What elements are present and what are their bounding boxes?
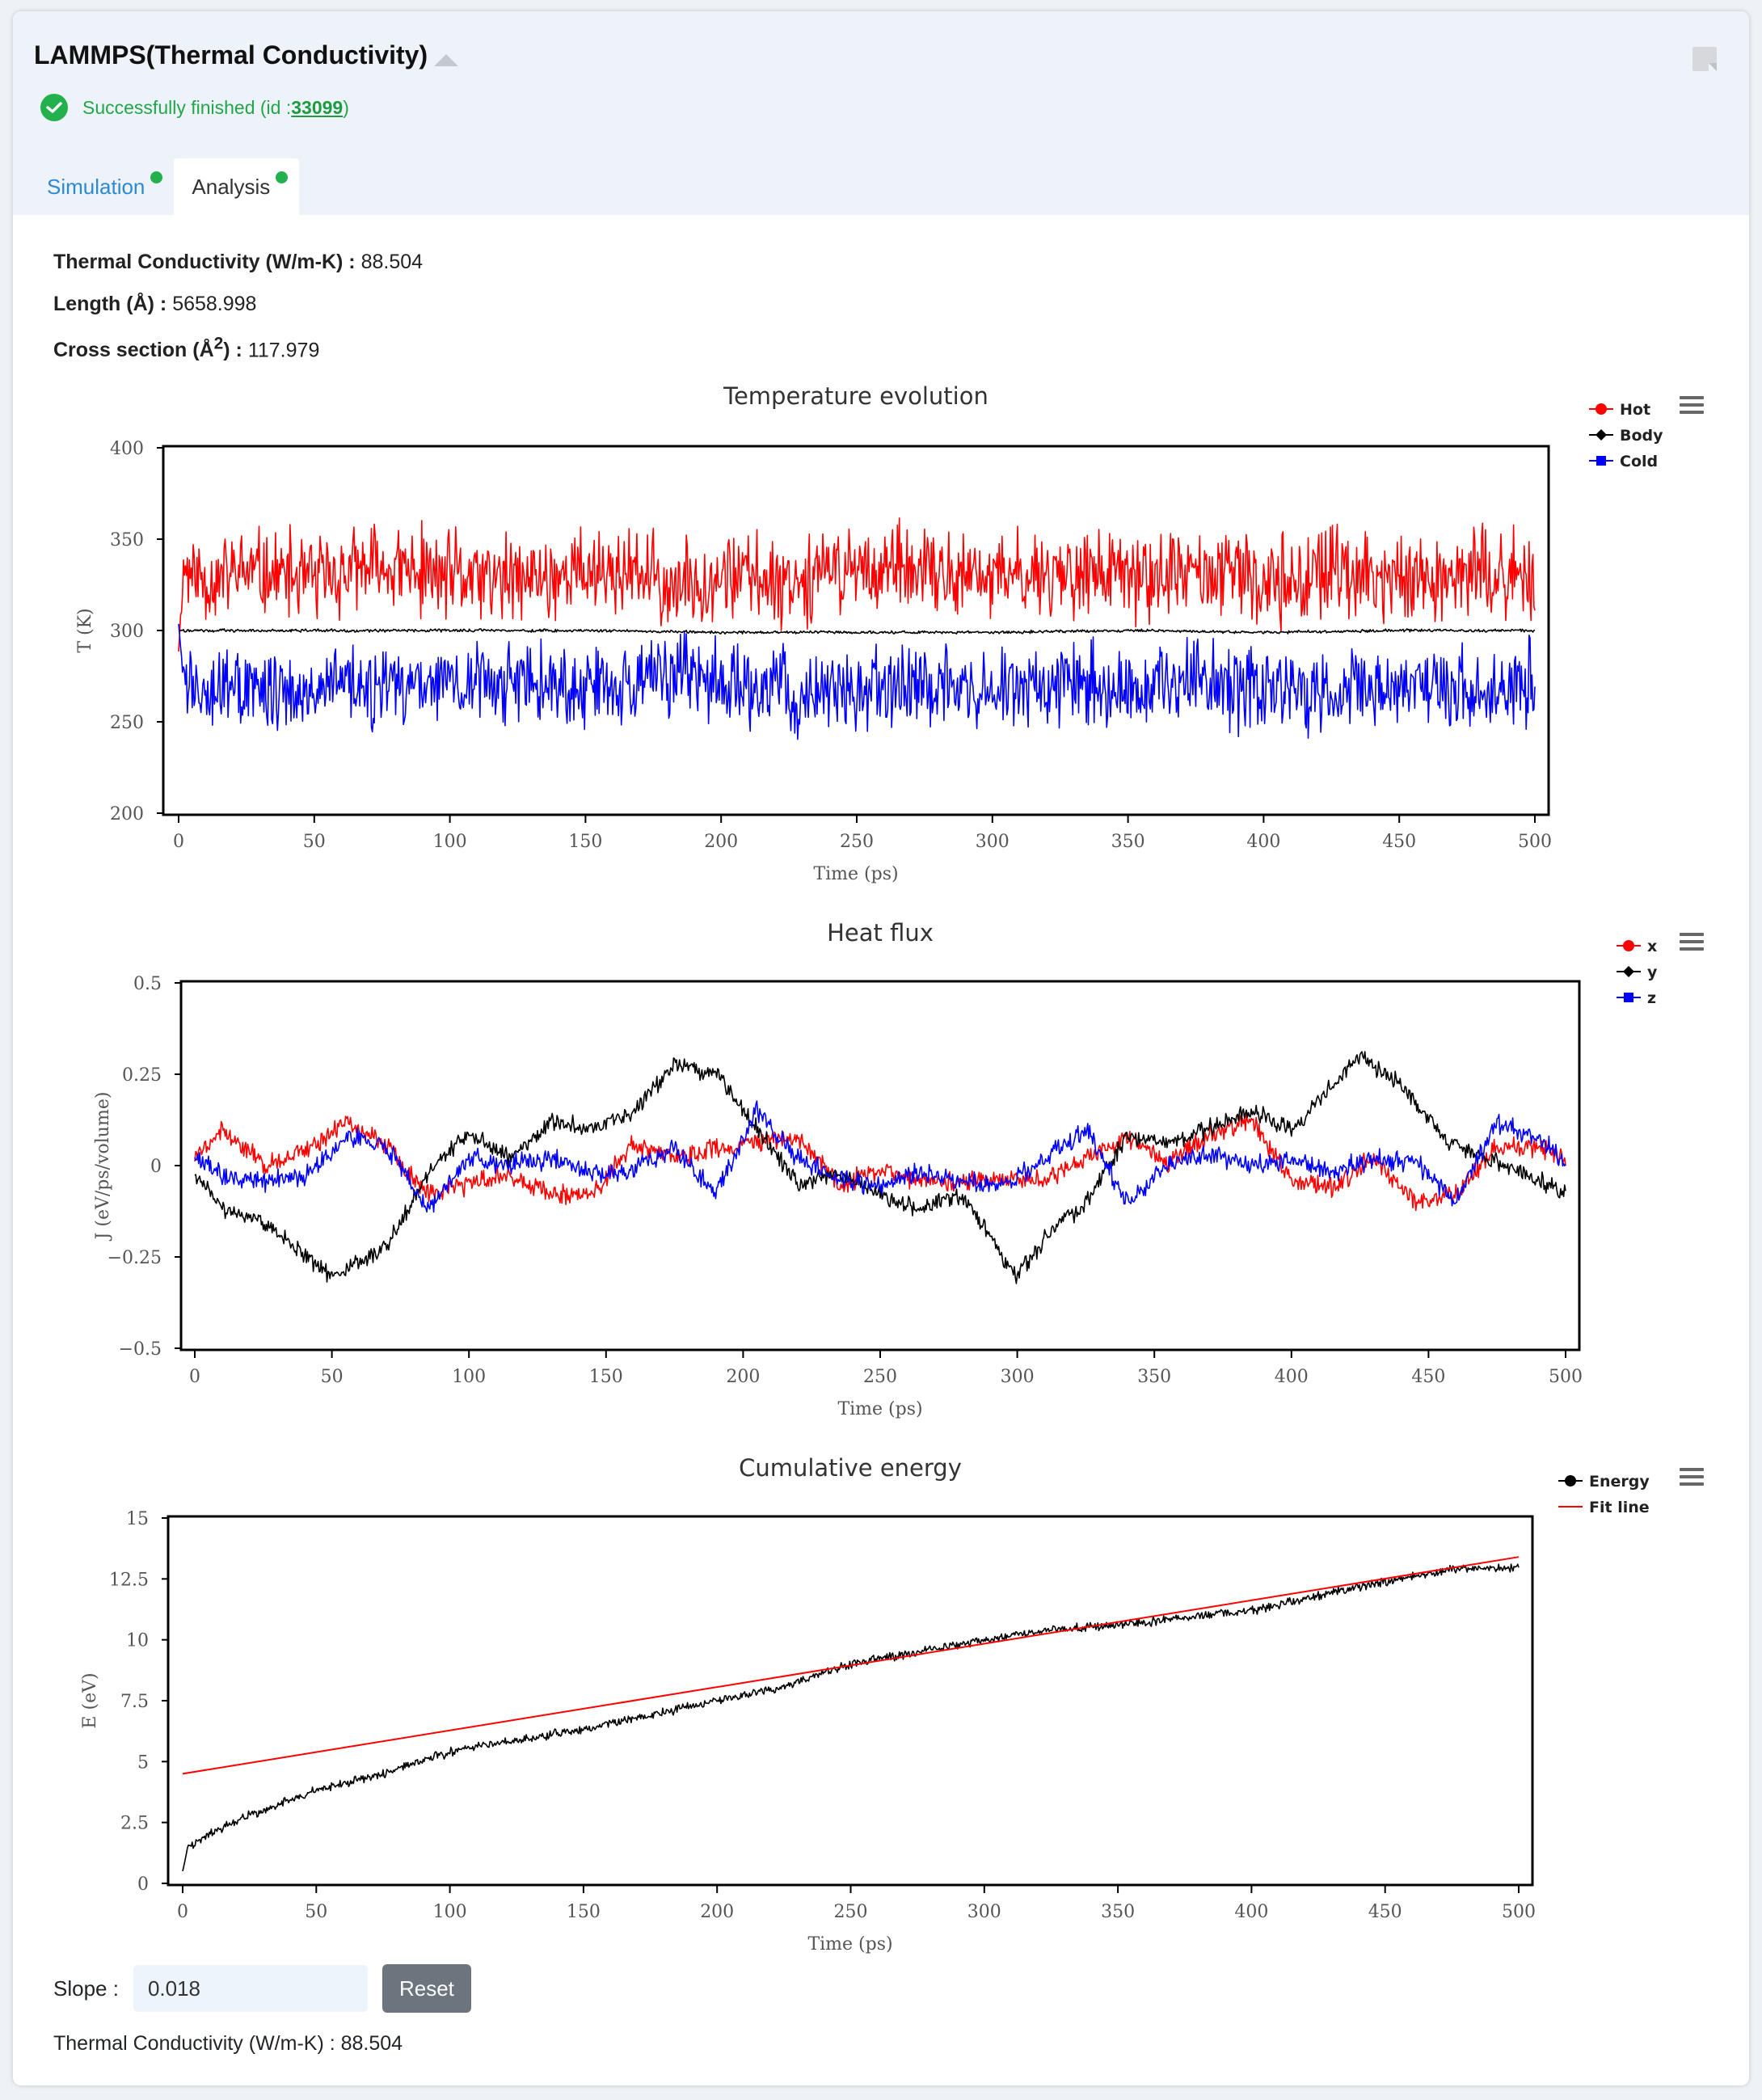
y-axis-label: E (eV) — [80, 1672, 100, 1729]
tab-bar — [29, 158, 299, 215]
x-tick-label: 250 — [863, 1367, 897, 1387]
reset-button[interactable]: Reset — [382, 1964, 471, 2013]
legend-marker-circle — [1565, 1475, 1576, 1486]
legend-label: Energy — [1589, 1473, 1650, 1491]
result-length — [53, 293, 256, 316]
heat-flux-chart — [13, 909, 1749, 1426]
plot-frame — [168, 1516, 1532, 1885]
legend-label: Hot — [1620, 401, 1651, 419]
legend-label: x — [1647, 938, 1658, 955]
x-tick-label: 400 — [1274, 1367, 1309, 1387]
tc-value: 88.504 — [360, 251, 424, 273]
cross-label-sup: 2 — [213, 335, 224, 353]
x-tick-label: 200 — [700, 1902, 735, 1922]
x-tick-label: 500 — [1502, 1902, 1536, 1922]
y-tick-label: −0.25 — [107, 1248, 162, 1268]
x-tick-label: 50 — [305, 1902, 328, 1922]
heat-flux-chart-svg — [13, 909, 1749, 1426]
result-cross-section — [53, 335, 319, 362]
x-tick-label: 50 — [302, 832, 326, 852]
series-line-fit-line — [183, 1557, 1519, 1773]
temperature-chart — [13, 372, 1749, 889]
cumulative-energy-chart — [13, 1444, 1749, 1961]
y-axis-label: J (eV/ps/volume) — [93, 1091, 113, 1240]
menu-bar — [1680, 933, 1704, 936]
y-tick-label: 0.5 — [133, 974, 162, 994]
x-tick-label: 50 — [320, 1367, 344, 1387]
menu-bar — [1680, 947, 1704, 951]
y-axis-label: T (K) — [75, 608, 95, 653]
x-tick-label: 100 — [432, 832, 467, 852]
tab-analysis-label: Analysis — [192, 174, 271, 199]
tc-bottom-label: Thermal Conductivity (W/m-K) : — [53, 2032, 335, 2055]
tab-simulation[interactable] — [29, 158, 174, 215]
cross-value: 117.979 — [247, 339, 320, 362]
legend-marker-square — [1624, 993, 1633, 1002]
x-tick-label: 100 — [432, 1902, 467, 1922]
y-tick-label: 7.5 — [120, 1692, 149, 1712]
slope-label: Slope : — [53, 1976, 119, 2001]
menu-bar — [1680, 1468, 1704, 1471]
collapse-caret-icon[interactable] — [434, 54, 458, 66]
check-circle-icon — [40, 94, 68, 121]
x-axis-label: Time (ps) — [837, 1399, 923, 1419]
cross-label-post: ) : — [223, 339, 242, 362]
y-tick-label: 5 — [137, 1752, 149, 1773]
legend-label: Fit line — [1589, 1499, 1650, 1516]
job-title — [34, 40, 458, 70]
y-tick-label: 10 — [126, 1630, 149, 1651]
x-tick-label: 300 — [975, 832, 1010, 852]
slope-input[interactable] — [133, 1965, 368, 2012]
series-line-energy — [183, 1564, 1519, 1871]
x-axis-label: Time (ps) — [813, 864, 899, 884]
x-axis-label: Time (ps) — [807, 1934, 893, 1955]
x-tick-label: 150 — [588, 1367, 623, 1387]
x-tick-label: 100 — [452, 1367, 487, 1387]
chart-menu-icon[interactable] — [1680, 933, 1704, 951]
result-thermal-conductivity — [53, 251, 423, 274]
menu-bar — [1680, 403, 1704, 407]
plot-frame — [181, 981, 1579, 1350]
chart-title: Temperature evolution — [723, 382, 988, 410]
x-tick-label: 200 — [726, 1367, 761, 1387]
chart-menu-icon[interactable] — [1680, 396, 1704, 414]
x-tick-label: 450 — [1382, 832, 1417, 852]
tc-bottom-value: 88.504 — [340, 2032, 403, 2055]
x-tick-label: 0 — [177, 1902, 188, 1922]
status-close-paren: ) — [343, 96, 349, 118]
tab-analysis-status-dot — [276, 171, 288, 183]
plot-series-group — [179, 518, 1535, 740]
tab-simulation-status-dot — [150, 171, 162, 183]
x-tick-label: 450 — [1411, 1367, 1446, 1387]
y-tick-label: 2.5 — [120, 1813, 149, 1834]
slope-row — [53, 1964, 471, 2013]
y-tick-label: 350 — [110, 530, 144, 550]
legend-label: Body — [1620, 427, 1663, 445]
series-line-cold — [179, 624, 1535, 740]
job-id-link[interactable]: 33099 — [291, 96, 344, 118]
x-tick-label: 300 — [1000, 1367, 1035, 1387]
y-tick-label: 0 — [150, 1157, 162, 1177]
y-tick-label: 12.5 — [109, 1570, 149, 1591]
length-value: 5658.998 — [172, 293, 257, 315]
job-title-text: LAMMPS(Thermal Conductivity) — [34, 40, 428, 70]
y-tick-label: 0 — [137, 1874, 149, 1895]
menu-bar — [1680, 411, 1704, 414]
x-tick-label: 0 — [189, 1367, 200, 1387]
x-tick-label: 250 — [833, 1902, 868, 1922]
y-tick-label: −0.5 — [118, 1339, 162, 1360]
legend-label: z — [1647, 989, 1657, 1007]
legend-marker-diamond — [1595, 429, 1607, 441]
status-line — [40, 94, 349, 121]
legend-label: y — [1647, 964, 1658, 981]
legend-marker-square — [1596, 456, 1606, 466]
tab-simulation-label: Simulation — [47, 174, 145, 199]
x-tick-label: 150 — [568, 832, 603, 852]
legend-marker-circle — [1623, 940, 1634, 951]
job-card — [13, 11, 1749, 2085]
menu-bar — [1680, 396, 1704, 399]
y-tick-label: 200 — [110, 804, 144, 824]
chart-menu-icon[interactable] — [1680, 1468, 1704, 1486]
x-tick-label: 500 — [1518, 832, 1552, 852]
y-tick-label: 250 — [110, 713, 144, 733]
x-tick-label: 350 — [1101, 1902, 1136, 1922]
chart-title: Cumulative energy — [739, 1454, 962, 1482]
legend-label: Cold — [1620, 453, 1659, 470]
series-line-body — [179, 629, 1535, 634]
plot-series-group — [195, 1052, 1566, 1284]
x-tick-label: 350 — [1137, 1367, 1172, 1387]
computed-thermal-conductivity — [53, 2032, 403, 2056]
status-text: Successfully finished (id : — [82, 96, 292, 118]
x-tick-label: 250 — [840, 832, 874, 852]
legend-marker-diamond — [1623, 966, 1634, 977]
x-tick-label: 200 — [704, 832, 739, 852]
x-tick-label: 350 — [1111, 832, 1145, 852]
x-tick-label: 150 — [566, 1902, 601, 1922]
length-label: Length (Å) : — [53, 293, 167, 315]
y-tick-label: 0.25 — [122, 1065, 162, 1086]
cross-label-pre: Cross section (Å — [53, 339, 214, 362]
y-tick-label: 400 — [110, 439, 144, 459]
tab-analysis[interactable] — [174, 158, 299, 215]
menu-bar — [1680, 1475, 1704, 1478]
note-icon[interactable] — [1692, 47, 1717, 71]
cross-label — [53, 335, 242, 362]
x-tick-label: 450 — [1368, 1902, 1402, 1922]
x-tick-label: 400 — [1246, 832, 1281, 852]
card-header — [13, 11, 1749, 215]
legend-marker-circle — [1595, 403, 1607, 415]
y-tick-label: 15 — [126, 1509, 149, 1529]
menu-bar — [1680, 940, 1704, 943]
temperature-chart-svg — [13, 372, 1749, 889]
x-tick-label: 500 — [1549, 1367, 1583, 1387]
menu-bar — [1680, 1482, 1704, 1486]
y-tick-label: 300 — [110, 622, 144, 642]
x-tick-label: 400 — [1234, 1902, 1269, 1922]
tc-label: Thermal Conductivity (W/m-K) : — [53, 251, 356, 273]
x-tick-label: 300 — [967, 1902, 1001, 1922]
cumulative-energy-chart-svg — [13, 1444, 1749, 1961]
plot-series-group — [183, 1557, 1519, 1871]
chart-title: Heat flux — [827, 919, 934, 947]
x-tick-label: 0 — [173, 832, 184, 852]
